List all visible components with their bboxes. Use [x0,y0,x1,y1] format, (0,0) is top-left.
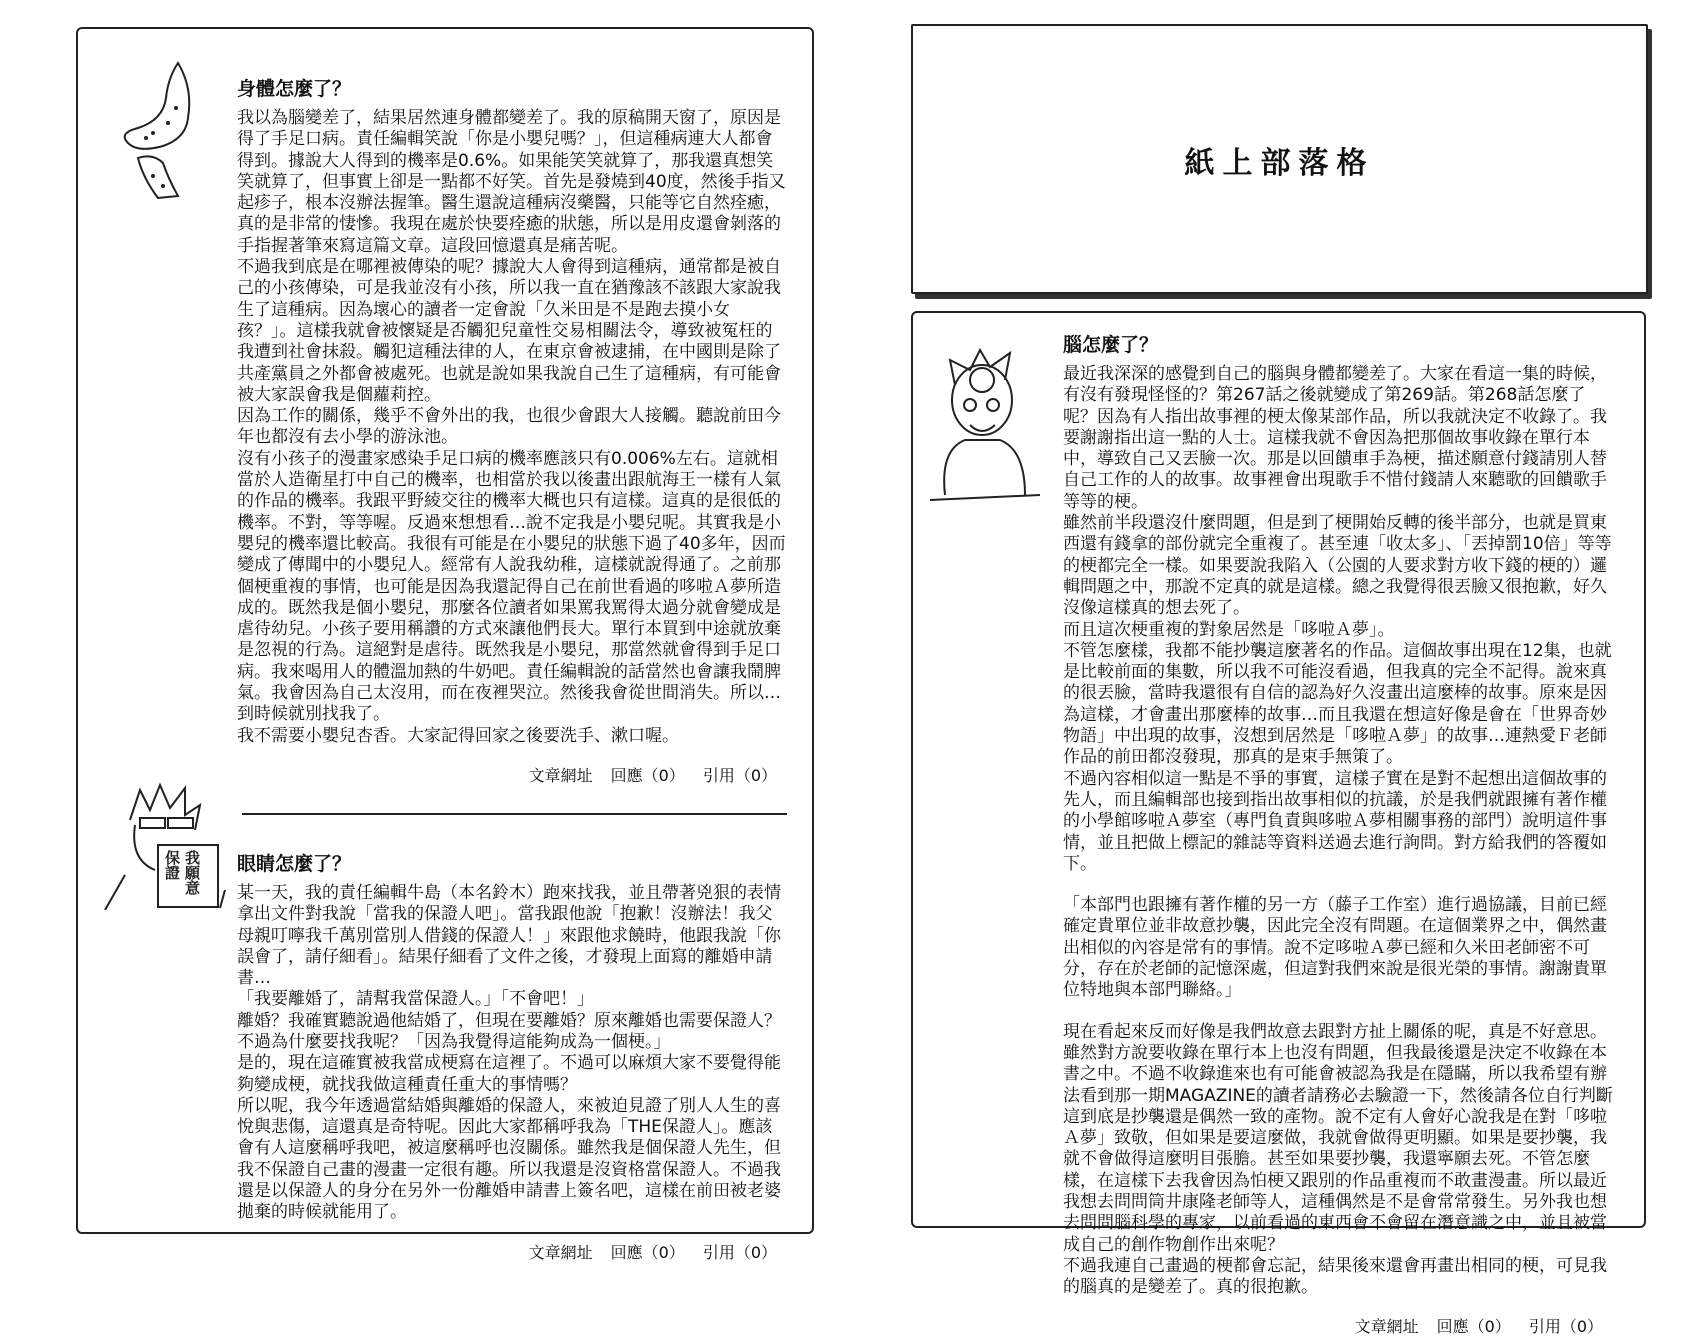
left-column [237,76,787,1264]
author-portrait-illustration [925,345,1045,505]
paragraph: 某一天，我的責任編輯牛島（本名鈴木）跑來找我，並且帶著兇狠的表情拿出文件對我說「當我的保證人吧」。當我跟他說「抱歉！沒辦法！我父母親叮嚀我千萬別當別人借錢的保證人！」來跟他求饒時，他跟我說「你誤會了，請仔細看」。結果仔細看了文件之後，才發現上面寫的離婚申請書… [237,882,781,989]
trackbacks-link[interactable]: 引用（0） [1528,1317,1603,1337]
trackbacks-link[interactable]: 引用（0） [702,765,777,785]
paragraph: 離婚？我確實聽說過他結婚了，但現在要離婚？原來離婚也需要保證人？不過為什麼要找我呢？「因為我覺得這能夠成為一個梗。」 [237,1010,781,1052]
paragraph: 因為工作的關係，幾乎不會外出的我，也很少會跟大人接觸。聽說前田今年也都沒有去小學的游泳池。 [237,406,781,448]
replies-link[interactable]: 回應（0） [610,1242,685,1262]
article-title: 腦怎麼了？ [1063,334,1159,356]
blog-title: 紙上部落格 [1184,146,1375,181]
paragraph: 我以為腦變差了，結果居然連身體都變差了。我的原稿開天窗了，原因是得了手足口病。責任編輯笑說「你是小嬰兒嗎？」，但這種病連大人都會得到。據說大人得到的機率是0.6%。如果能笑笑就算了，那我還真想笑笑就算了，但事實上卻是一點都不好笑。首先是發燒到40度，然後手指又起疹子，根本沒辦法握筆。醫生還說這種病沒藥醫，只能等它自然痊癒，真的是非常的悽慘。我現在處於快要痊癒的狀態，所以是用皮還會剝落的手指握著筆來寫這篇文章。這段回憶還真是痛苦呢。 [237,108,786,256]
trackbacks-link[interactable]: 引用（0） [702,1242,777,1262]
paragraph: 而且這次梗重複的對象居然是「哆啦Ａ夢」。 [1063,619,1395,640]
article-link[interactable]: 文章網址 [528,765,593,785]
article-footer [237,1242,787,1264]
article-footer [237,765,787,787]
sign-text: 我願意 保證 [163,850,201,901]
article-link[interactable]: 文章網址 [528,1242,593,1262]
article-title: 眼睛怎麼了？ [237,852,352,875]
replies-link[interactable]: 回應（0） [610,765,685,785]
replies-link[interactable]: 回應（0） [1436,1317,1511,1337]
article-brain-condition [1063,332,1613,1298]
article-divider [242,813,787,815]
paragraph: 最近我深深的感覺到自己的腦與身體都變差了。大家在看這一集的時候，有沒有發現怪怪的？第267話之後就變成了第269話。第268話怎麼了呢？因為有人指出故事裡的梗太像某部作品，所以我就決定不收錄了。我要謝謝指出這一點的人士。這樣我就不會因為把那個故事收錄在單行本中，導致自己又丟臉一次。那是以回饋車手為梗，描述願意付錢請別人替自己工作的人的故事。故事裡會出現歌手不惜付錢請人來聽歌的回饋歌手等等的梗。 [1063,364,1607,512]
paragraph: 不過內容相似這一點是不爭的事實，這樣子實在是對不起想出這個故事的先人，而且編輯部也接到指出故事相似的抗議，於是我們就跟擁有著作權的小學館哆啦Ａ夢室（專門負責與哆啦Ａ夢相關事務的部門）說明這件事情，並且把做上標記的雜誌等資料送過去進行詢問。對方給我們的答覆如下。 [1063,768,1607,874]
paragraph: 沒有小孩子的漫畫家感染手足口病的機率應該只有0.006%左右。這就相當於人造衛星打中自己的機率，也相當於我以後畫出跟航海王一樣有人氣的作品的機率。我跟平野綾交往的機率大概也只有這樣。這真的是很低的機率。不對，等等喔。反過來想想看…說不定我是小嬰兒呢。其實我是小嬰兒的機率還比較高。我很有可能是在小嬰兒的狀態下過了40多年，因而變成了傳聞中的小嬰兒人。經常有人說我幼稚，這樣就說得通了。之前那個梗重複的事情，也可能是因為我還記得自己在前世看過的哆啦Ａ夢所造成的。既然我是個小嬰兒，那麼各位讀者如果罵我罵得太過分就會變成是虐待幼兒。小孩子要用稱讚的方式來讓他們長大。單行本買到中途就放棄是忽視的行為。這絕對是虐待。既然我是小嬰兒，那當然就會得到手足口病。我來喝用人的體溫加熱的牛奶吧。責任編輯說的話當然也會讓我鬧脾氣。我會因為自己太沒用，而在夜裡哭泣。然後我會從世間消失。所以…到時候就別找我了。 [237,448,786,725]
paragraph: 不管怎麼樣，我都不能抄襲這麼著名的作品。這個故事出現在12集，也就是比較前面的集數，所以我不可能沒看過，但我真的完全不記得。說來真的很丟臉，當時我還很有自信的認為好久沒畫出這麼棒的故事。原來是因為這樣，才會畫出那麼棒的故事…而且我還在想這好像是會在「世界奇妙物語」中出現的故事，沒想到居然是「哆啦Ａ夢」的故事…連熱愛Ｆ老師作品的前田都沒發現，那真的是束手無策了。 [1063,640,1612,768]
article-eyes-condition [237,851,787,1224]
blog-title-box [911,24,1648,294]
article-title: 身體怎麼了？ [237,78,352,100]
paragraph: 我不需要小嬰兒杏香。大家記得回家之後要洗手、漱口喔。 [237,725,679,746]
paragraph: 不過我連自己畫過的梗都會忘記，結果後來還會再畫出相同的梗，可見我的腦真的是變差了。真的很抱歉。 [1063,1255,1607,1298]
paragraph: 雖然前半段還沒什麼問題，但是到了梗開始反轉的後半部分，也就是買東西還有錢拿的部份就完全重複了。甚至連「收太多」、「丟掉罰10倍」等等的梗都完全一樣。如果要說我陷入（公園的人要求對方收下錢的梗的）邏輯問題之中，那說不定真的就是這樣。總之我覺得很丟臉又很抱歉，好久沒像這樣真的想去死了。 [1063,513,1612,619]
article-link[interactable]: 文章網址 [1354,1317,1419,1337]
paragraph: 是的，現在這確實被我當成梗寫在這裡了。不過可以麻煩大家不要覺得能夠變成梗，就找我做這種責任重大的事情嗎？ [237,1053,781,1095]
foot-and-hand-illustration [108,58,223,208]
article-footer [1063,1316,1613,1338]
paragraph: 「我要離婚了，請幫我當保證人。」「不會吧！」 [237,989,594,1010]
paragraph: 現在看起來反而好像是我們故意去跟對方扯上關係的呢，真是不好意思。雖然對方說要收錄在單行本上也沒有問題，但我最後還是決定不收錄在本書之中。不過不收錄進來也有可能會被認為我是在隱瞞，所以我希望有辦法看到那一期MAGAZINE的讀者請務必去驗證一下，然後請各位自行判斷這到底是抄襲還是偶然一致的產物。說不定有人會好心說我是在對「哆啦Ａ夢」致敬，但如果是要這麼做，我就會做得更明顯。如果是要抄襲，我就不會做得這麼明目張膽。甚至如果要抄襲，我還寧願去死。不管怎麼樣，在這樣下去我會因為怕梗又跟別的作品重複而不敢畫漫畫。所以最近我想去問問筒井康隆老師等人，這種偶然是不是會常常發生。另外我也想去問問腦科學的專家，以前看過的東西會不會留在潛意識之中，並且被當成自己的創作物創作出來呢？ [1063,1021,1613,1255]
paragraph: 不過我到底是在哪裡被傳染的呢？據說大人會得到這種病，通常都是被自己的小孩傳染，可是我並沒有小孩，所以我一直在猶豫該不該跟大家說我生了這種病。因為壞心的讀者一定會說「久米田是不是跑去摸小女孩？」。這樣我就會被懷疑是否觸犯兒童性交易相關法令，導致被冤枉的我遭到社會抹殺。觸犯這種法律的人，在東京會被逮捕，在中國則是除了共產黨員之外都會被處死。也就是說如果我說自己生了這種病，有可能會被大家誤會我是個蘿莉控。 [237,257,781,405]
paragraph: 所以呢，我今年透過當結婚與離婚的保證人，來被迫見證了別人人生的喜悅與悲傷，這還真是奇特呢。因此大家都稱呼我為「THE保證人」。應該會有人這麼稱呼我吧，被這麼稱呼也沒關係。雖然我是個保證人先生，但我不保證自己畫的漫畫一定很有趣。所以我還是沒資格當保證人。不過我還是以保證人的身分在另外一份離婚申請書上簽名吧，這樣在前田被老婆拋棄的時候就能用了。 [237,1095,781,1223]
right-column [1063,332,1613,1338]
article-body-condition [237,76,787,747]
quoted-reply: 「本部門也跟擁有著作權的另一方（藤子工作室）進行過協議，目前已經確定貴單位並非故意抄襲，因此完全沒有問題。在這個業界之中，偶然畫出相似的內容是常有的事情。說不定哆啦Ａ夢已經和久米田老師密不可分，存在於老師的記憶深處，但這對我們來說是很光榮的事情。謝謝貴單位特地與本部門聯絡。」 [1063,895,1607,1001]
